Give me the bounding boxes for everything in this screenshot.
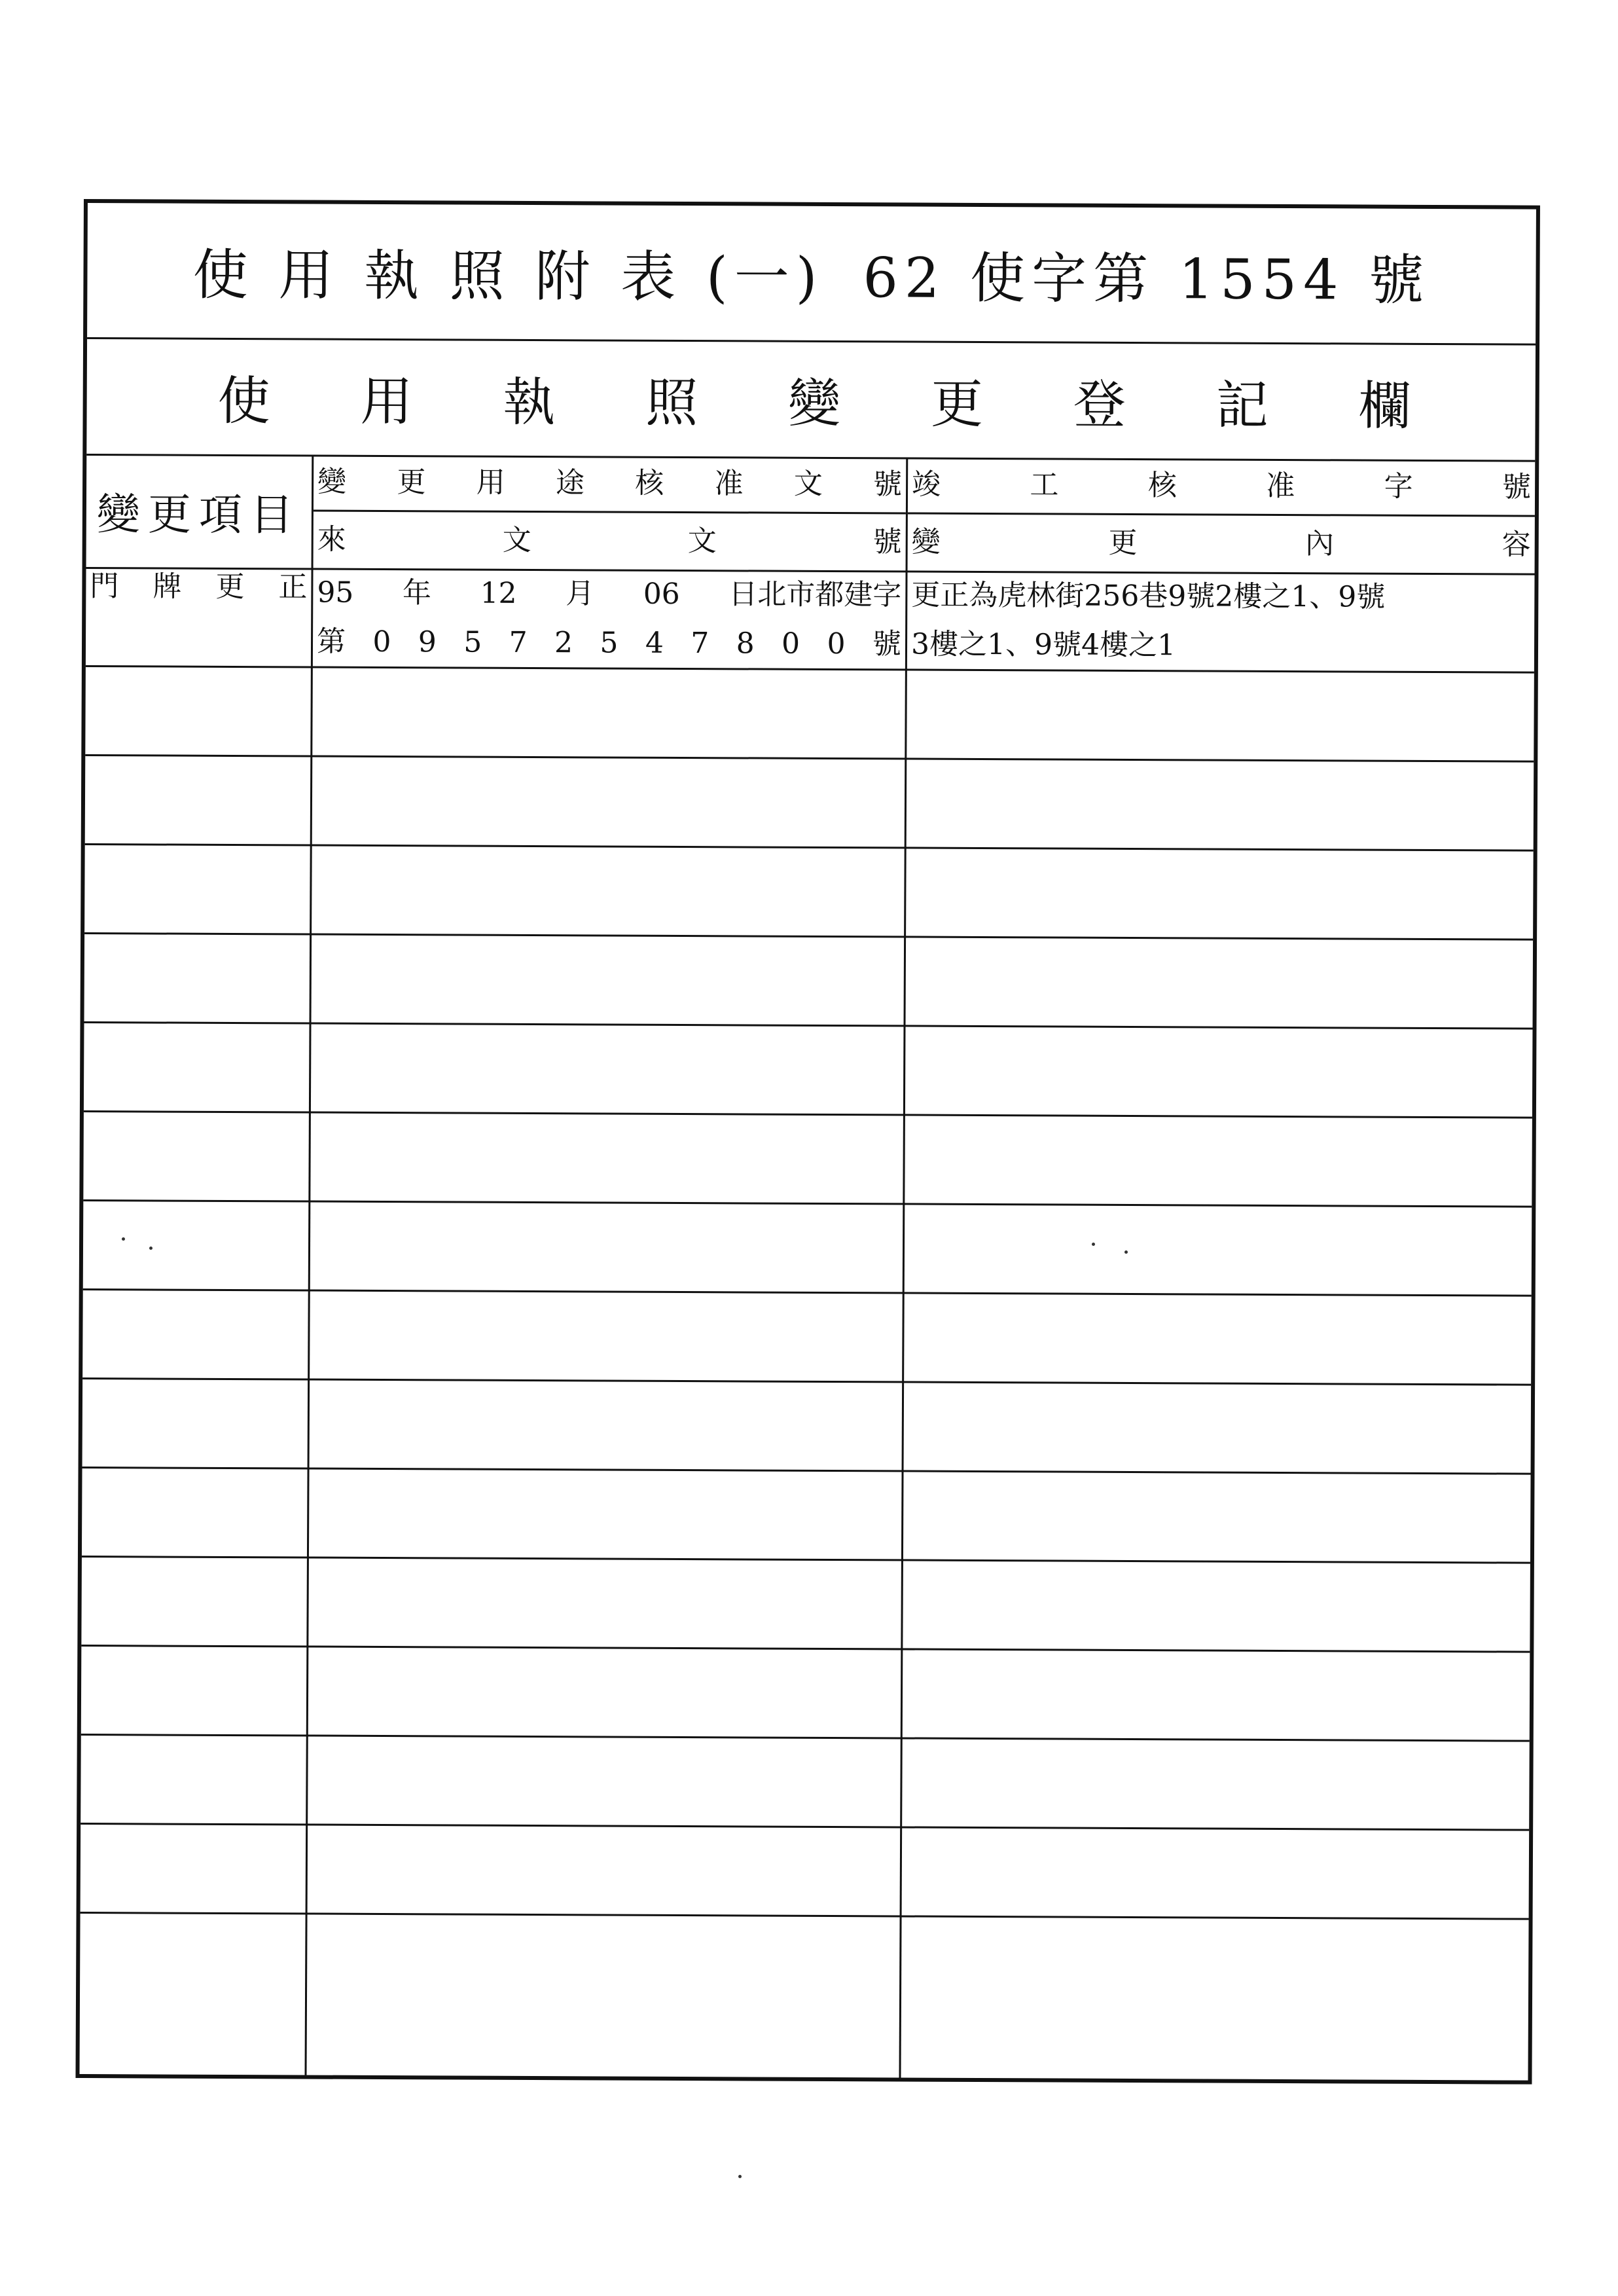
table-row <box>82 1288 1532 1386</box>
subtitle-char: 更 <box>930 373 984 435</box>
header-completion-approval-no: 竣 工 核 准 字 號 <box>911 467 1532 504</box>
scan-speck <box>149 1247 153 1250</box>
header-incoming-doc-no: 來 文 文 號 <box>317 522 902 559</box>
entry-change-item: 門 牌 更 正 <box>86 567 314 666</box>
subtitle-char: 照 <box>645 372 698 433</box>
table-row <box>82 1467 1531 1564</box>
table-row <box>85 665 1534 763</box>
header-col3 <box>908 457 1536 573</box>
header-change-item: 變更項目 <box>86 454 314 568</box>
form-subtitle <box>86 337 1536 462</box>
form-title <box>87 203 1536 346</box>
table-row <box>85 754 1534 852</box>
scan-speck <box>122 1237 125 1241</box>
table-row <box>81 1734 1530 1831</box>
subtitle-char: 用 <box>360 371 413 432</box>
entry-change-content: 更正為虎林街256巷9號2樓之1、9號 3樓之1、9號4樓之1 <box>910 578 1386 662</box>
table-row <box>86 567 1535 674</box>
scan-speck <box>1092 1243 1095 1246</box>
header-col2 <box>314 455 908 571</box>
usage-permit-annex-form <box>75 199 1540 2085</box>
title-prefix: 使 用 執 照 附 表 (一) <box>192 242 824 310</box>
table-row <box>81 1645 1530 1742</box>
table-row <box>84 1021 1533 1119</box>
scan-speck <box>1124 1250 1128 1254</box>
table-row <box>83 1199 1532 1297</box>
permit-number: 62 使字第 1554 號 <box>863 246 1431 312</box>
entry-document-number: 95 年 12 月 06 日北市都建字 第 0 9 5 7 2 5 4 7 8 0 0 號 <box>313 568 908 669</box>
header-change-content: 變 更 內 容 <box>911 525 1531 562</box>
table-row <box>83 1110 1532 1208</box>
table-row <box>84 932 1534 1030</box>
subtitle-char: 登 <box>1073 374 1126 435</box>
subtitle-char: 欄 <box>1358 375 1411 437</box>
table-row <box>84 843 1534 941</box>
table-row <box>80 1912 1529 2081</box>
table-row <box>81 1823 1530 1920</box>
table-row <box>82 1377 1532 1475</box>
scan-speck <box>738 2175 742 2178</box>
table-header-row <box>86 454 1536 575</box>
table-row <box>81 1556 1530 1653</box>
subtitle-char: 執 <box>503 371 556 433</box>
header-approval-doc-no: 變 更 用 途 核 准 文 號 <box>317 465 903 501</box>
registration-table <box>80 454 1536 2081</box>
subtitle-char: 變 <box>787 373 841 434</box>
subtitle-char: 使 <box>217 370 270 431</box>
subtitle-char: 記 <box>1215 374 1268 436</box>
